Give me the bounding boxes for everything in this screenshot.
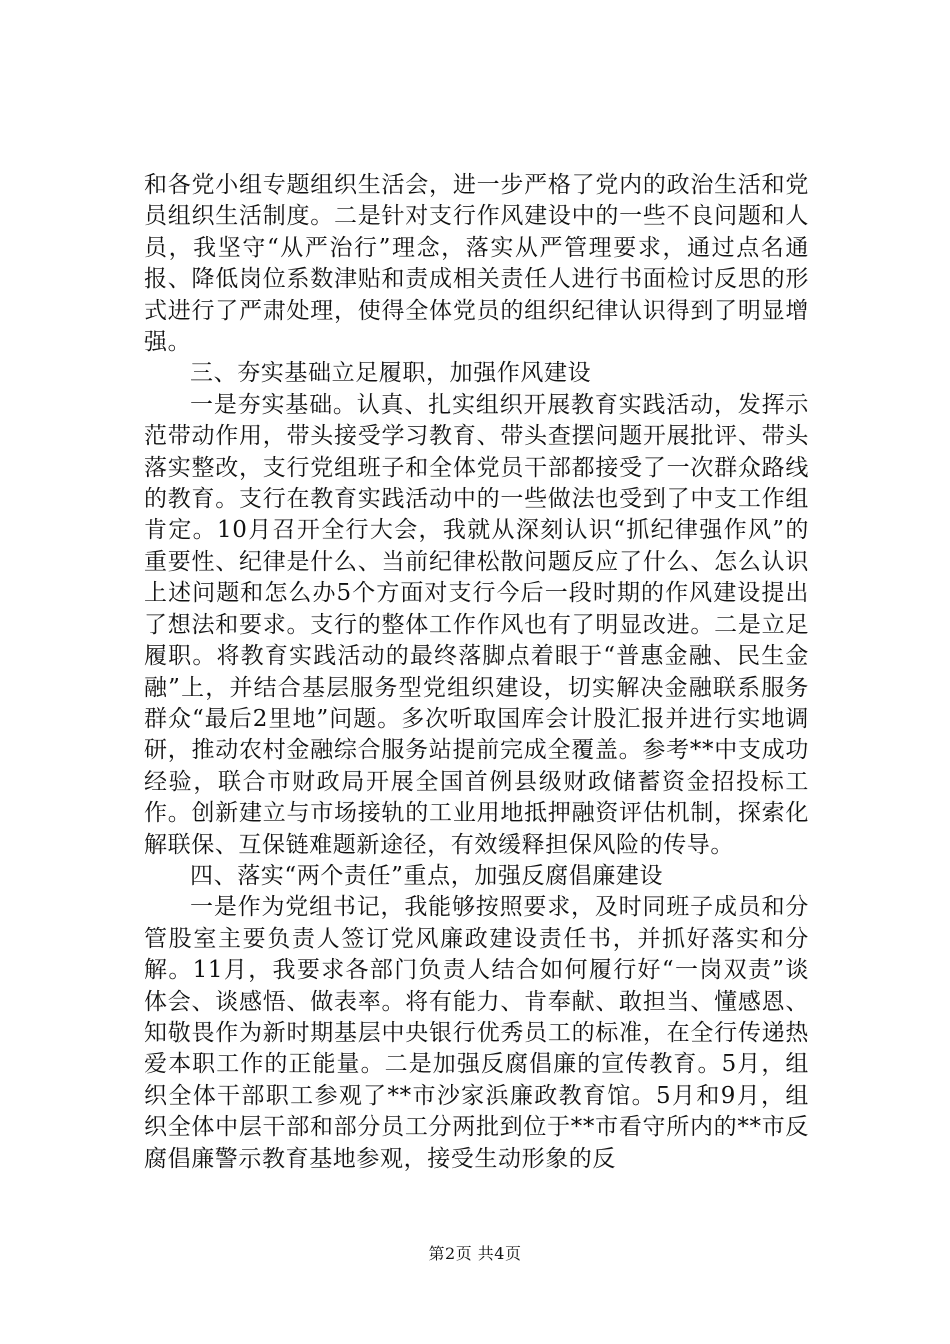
page-footer xyxy=(0,1241,950,1264)
section-heading-4: 四、落实“两个责任”重点，加强反腐倡廉建设 xyxy=(190,862,664,889)
page-number-label: 第2页 共4页 xyxy=(428,1244,522,1263)
document-body xyxy=(144,170,809,1175)
paragraph-continuation: 和各党小组专题组织生活会，进一步严格了党内的政治生活和党员组织生活制度。二是针对支行作风建设中的一些不良问题和人员，我坚守“从严治行”理念，落实从严管理要求，通过点名通报、降低岗位系数津贴和责成相关责任人进行书面检讨反思的形式进行了严肃处理，使得全体党员的组织纪律认识得到了明显增强。 xyxy=(144,172,809,356)
paragraph-section-3: 一是夯实基础。认真、扎实组织开展教育实践活动，发挥示范带动作用，带头接受学习教育、带头查摆问题开展批评、带头落实整改，支行党组班子和全体党员干部都接受了一次群众路线的教育。支行在教育实践活动中的一些做法也受到了中支工作组肯定。10月召开全行大会，我就从深刻认识“抓纪律强作风”的重要性、纪律是什么、当前纪律松散问题反应了什么、怎么认识上述问题和怎么办5个方面对支行今后一段时期的作风建设提出了想法和要求。支行的整体工作作风也有了明显改进。二是立足履职。将教育实践活动的最终落脚点着眼于“普惠金融、民生金融”上，并结合基层服务型党组织建设，切实解决金融联系服务群众“最后2里地”问题。多次听取国库会计股汇报并进行实地调研，推动农村金融综合服务站提前完成全覆盖。参考**中支成功经验，联合市财政局开展全国首例县级财政储蓄资金招投标工作。创新建立与市场接轨的工业用地抵押融资评估机制，探索化解联保、互保链难题新途径，有效缓释担保风险的传导。 xyxy=(144,391,809,858)
section-heading-3: 三、夯实基础立足履职，加强作风建设 xyxy=(190,360,592,387)
paragraph-section-4: 一是作为党组书记，我能够按照要求，及时同班子成员和分管股室主要负责人签订党风廉政建设责任书，并抓好落实和分解。11月，我要求各部门负责人结合如何履行好“一岗双责”谈体会、谈感悟、做表率。将有能力、肯奉献、敢担当、懂感恩、知敬畏作为新时期基层中央银行优秀员工的标准，在全行传递热爱本职工作的正能量。二是加强反腐倡廉的宣传教育。5月，组织全体干部职工参观了**市沙家浜廉政教育馆。5月和9月，组织全体中层干部和部分员工分两批到位于**市看守所内的**市反腐倡廉警示教育基地参观，接受生动形象的反 xyxy=(144,894,809,1172)
